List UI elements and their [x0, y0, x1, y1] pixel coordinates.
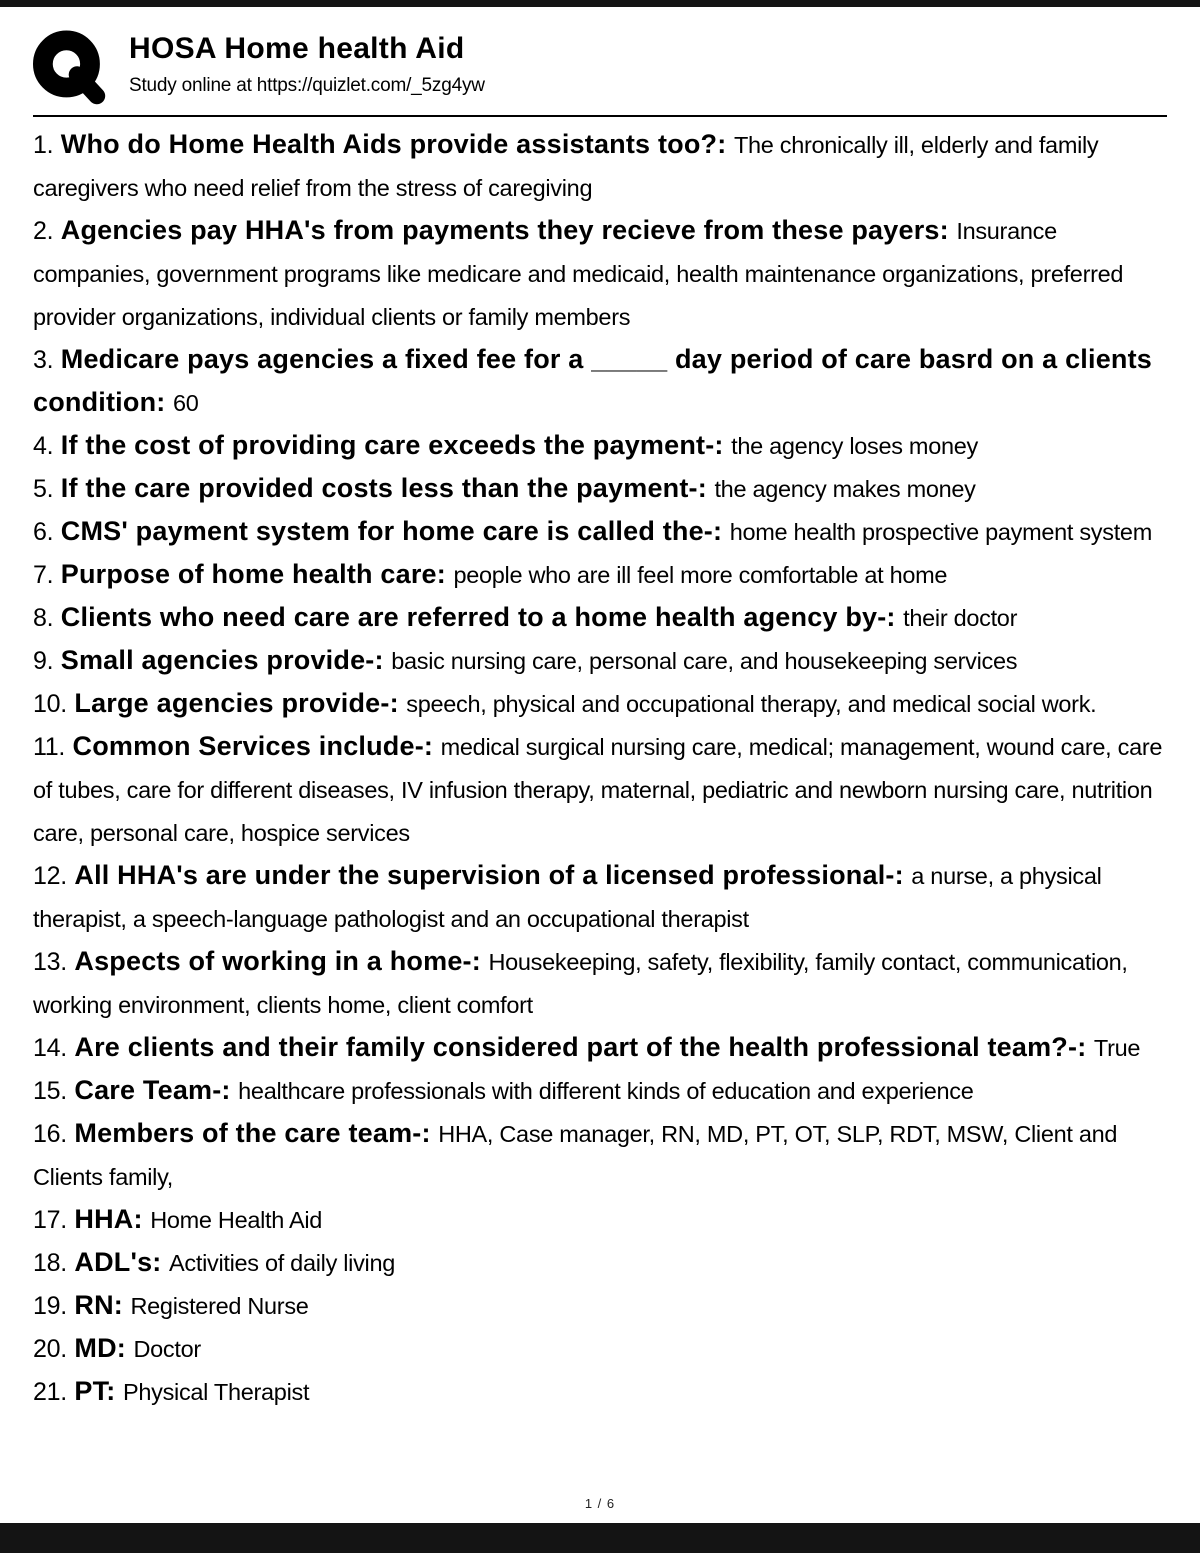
- item-answer: medical surgical nursing care, medical; management, wound care, care of tubes, care for different diseases, IV infusion therapy, maternal, pediatric and newborn nursing care, nutrition care, personal care, hospice services: [33, 734, 1163, 846]
- qa-list: [33, 123, 1167, 1413]
- document-header: [33, 27, 1167, 107]
- item-answer: basic nursing care, personal care, and housekeeping services: [391, 648, 1018, 674]
- qa-item: [33, 639, 1167, 682]
- item-answer: The chronically ill, elderly and family caregivers who need relief from the stress of caregiving: [33, 132, 1099, 201]
- item-question: All HHA's are under the supervision of a licensed professional-:: [74, 860, 904, 890]
- item-answer: True: [1093, 1035, 1141, 1061]
- qa-item: [33, 725, 1167, 854]
- item-number: 20.: [33, 1335, 67, 1363]
- qa-item: [33, 1112, 1167, 1198]
- document-title: HOSA Home health Aid: [129, 32, 465, 65]
- item-number: 10.: [33, 690, 67, 718]
- item-question: Clients who need care are referred to a home health agency by-:: [60, 602, 896, 632]
- qa-item: [33, 209, 1167, 338]
- item-answer: 60: [172, 390, 199, 416]
- quizlet-q-logo-icon: [33, 27, 109, 107]
- item-number: 3.: [33, 346, 54, 374]
- item-question: Small agencies provide-:: [60, 645, 384, 675]
- item-question: CMS' payment system for home care is called the-:: [60, 516, 723, 546]
- item-answer: Home Health Aid: [150, 1207, 323, 1233]
- item-answer: the agency loses money: [731, 433, 978, 459]
- item-number: 11.: [33, 733, 65, 761]
- qa-item: [33, 854, 1167, 940]
- item-number: 8.: [33, 604, 54, 632]
- item-question: Who do Home Health Aids provide assistants too?:: [60, 129, 727, 159]
- item-number: 1.: [33, 131, 54, 159]
- item-number: 18.: [33, 1249, 67, 1277]
- qa-item: [33, 1370, 1167, 1413]
- item-number: 6.: [33, 518, 54, 546]
- item-question: Common Services include-:: [72, 731, 434, 761]
- item-answer: speech, physical and occupational therapy, and medical social work.: [406, 691, 1097, 717]
- qa-item: [33, 553, 1167, 596]
- qa-item: [33, 1327, 1167, 1370]
- item-number: 15.: [33, 1077, 67, 1105]
- item-number: 5.: [33, 475, 54, 503]
- item-answer: healthcare professionals with different kinds of education and experience: [238, 1078, 974, 1104]
- qa-item: [33, 940, 1167, 1026]
- item-number: 14.: [33, 1034, 67, 1062]
- item-question: ADL's:: [74, 1247, 162, 1277]
- item-answer: the agency makes money: [714, 476, 976, 502]
- qa-item: [33, 467, 1167, 510]
- item-question: Aspects of working in a home-:: [74, 946, 481, 976]
- item-answer: HHA, Case manager, RN, MD, PT, OT, SLP, RDT, MSW, Client and Clients family,: [33, 1121, 1118, 1190]
- item-answer: their doctor: [903, 605, 1018, 631]
- qa-item: [33, 1284, 1167, 1327]
- item-answer: people who are ill feel more comfortable at home: [453, 562, 948, 588]
- item-answer: a nurse, a physical therapist, a speech-language pathologist and an occupational therapist: [33, 863, 1102, 932]
- study-online-link[interactable]: Study online at https://quizlet.com/_5zg4yw: [129, 75, 485, 96]
- item-question: Agencies pay HHA's from payments they recieve from these payers:: [60, 215, 949, 245]
- header-divider: [33, 115, 1167, 117]
- qa-item: [33, 510, 1167, 553]
- item-number: 2.: [33, 217, 54, 245]
- qa-item: [33, 123, 1167, 209]
- item-number: 19.: [33, 1292, 67, 1320]
- item-answer: Doctor: [133, 1336, 201, 1362]
- item-question: If the cost of providing care exceeds the payment-:: [60, 430, 724, 460]
- item-number: 13.: [33, 948, 67, 976]
- item-number: 16.: [33, 1120, 67, 1148]
- item-answer: Physical Therapist: [123, 1379, 310, 1405]
- item-question: Large agencies provide-:: [74, 688, 399, 718]
- item-number: 12.: [33, 862, 67, 890]
- item-question: RN:: [74, 1290, 123, 1320]
- item-question: Care Team-:: [74, 1075, 231, 1105]
- item-number: 17.: [33, 1206, 67, 1234]
- qa-item: [33, 1198, 1167, 1241]
- item-number: 9.: [33, 647, 54, 675]
- qa-item: [33, 1241, 1167, 1284]
- header-text: [129, 27, 485, 97]
- item-question: PT:: [74, 1376, 116, 1406]
- item-question: Members of the care team-:: [74, 1118, 431, 1148]
- item-answer: Housekeeping, safety, flexibility, family contact, communication, working environment, clients home, client comfort: [33, 949, 1128, 1018]
- item-question: Purpose of home health care:: [60, 559, 446, 589]
- item-question: If the care provided costs less than the payment-:: [60, 473, 707, 503]
- item-number: 4.: [33, 432, 54, 460]
- item-question: Are clients and their family considered part of the health professional team?-:: [74, 1032, 1087, 1062]
- qa-item: [33, 338, 1167, 424]
- item-number: 7.: [33, 561, 54, 589]
- item-question: HHA:: [74, 1204, 143, 1234]
- qa-item: [33, 596, 1167, 639]
- document-page: [0, 7, 1200, 1413]
- item-answer: Activities of daily living: [169, 1250, 395, 1276]
- qa-item: [33, 1069, 1167, 1112]
- item-question: MD:: [74, 1333, 126, 1363]
- bottom-edge-bar: [0, 1523, 1200, 1553]
- item-number: 21.: [33, 1378, 67, 1406]
- top-edge-bar: [0, 0, 1200, 7]
- item-answer: home health prospective payment system: [729, 519, 1152, 545]
- qa-item: [33, 682, 1167, 725]
- page-number: 1 / 6: [584, 1496, 616, 1511]
- item-answer: Insurance companies, government programs like medicare and medicaid, health maintenance organizations, preferred provider organizations, individual clients or family members: [33, 218, 1124, 330]
- item-question: Medicare pays agencies a fixed fee for a _____ day period of care basrd on a clients condition:: [33, 344, 1153, 417]
- qa-item: [33, 1026, 1167, 1069]
- qa-item: [33, 424, 1167, 467]
- item-answer: Registered Nurse: [130, 1293, 309, 1319]
